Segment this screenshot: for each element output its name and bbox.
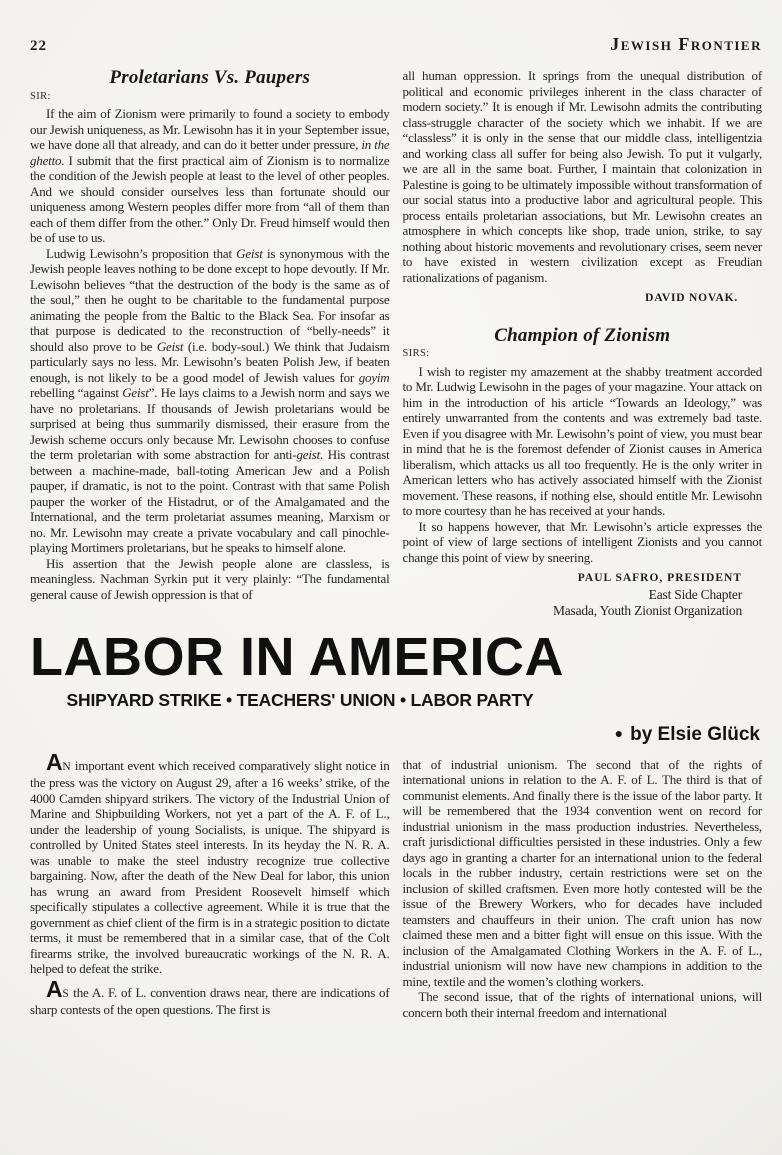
- signature-name-title: PAUL SAFRO, PRESIDENT: [577, 572, 742, 584]
- letter-paragraph: I wish to register my amazement at the shabby treatment accorded to Mr. Ludwig Lewisohn in the pages of your magazine. Your attack on him in the introduction of his article “Towards an Ideology,” was entirely unwarranted from the contents and was extremely bad taste. Even if you disagree with Mr. Lewisohn’s point of view, you must bear in mind that he is the foremost defender of Zionist causes in America liberalism, which attacks us all too frequently. He is the only writer in American letters who has actively associated himself with the Zionist movement. These reasons, if nothing else, should entitle Mr. Lewisohn to more courtesy than he has received at your hands.: [402, 363, 762, 518]
- letter-paragraph-continuation: all human oppression. It springs from the unequal distribution of political and economic privileges inherent in the class character of modern society.” It is enough if Mr. Lewisohn admits the contributing class-struggle character of the society which we inhabit. If we are “classless” it is only in the sense that our middle class, intelligentzia and working class all suffer for being also Jewish. To put it vulgarly, we are all in the same boat. Further, I maintain that colonization in Palestine is going to be ultimately impossible without transformation of our social status into a productive labor and agricultural people. This process entails proletarian associations, but Mr. Lewisohn creates an atmosphere in which concepts like shop, trade union, strike, to say nothing about historic movements and revolutionary crises, seem never to have existed in western civilization except as Freudian rationalizations of paganism.: [402, 68, 762, 285]
- article-title: LABOR IN AMERICA: [30, 626, 564, 687]
- running-head: [30, 34, 762, 55]
- letters-right-column: [403, 68, 763, 620]
- journal-title: Jewish Frontier: [610, 34, 762, 54]
- article-labor-in-america: [30, 626, 762, 1021]
- article-byline: [30, 724, 762, 746]
- letters-section: [30, 68, 762, 620]
- page-number: 22: [30, 38, 47, 54]
- byline-author: by Elsie Glück: [630, 723, 760, 745]
- drop-initial: A: [46, 748, 63, 775]
- lead-capital: S: [62, 987, 70, 1000]
- article-paragraph: [30, 748, 390, 977]
- letter-title-champion-of-zionism: Champion of Zionism: [494, 324, 671, 346]
- signature-david-novak: DAVID NOVAK.: [645, 292, 738, 304]
- signature-organization: Masada, Youth Zionist Organization: [552, 603, 742, 618]
- letter-paragraph: Ludwig Lewisohn’s proposition that Geist is synonymous with the Jewish people leaves nothing to be done except to hope devoutly. If Mr. Lewisohn believes “that the destruction of the body is the same as of the soul,” then he ought to be charitable to the fundamental purpose animating the people from the Baltic to the Black Sea. For insofar as that purpose is dedicated to the reconstruction of “belly-needs” it should also prove to be Geist (i.e. body-soul.) We think that Judaism particularly says no less. Mr. Lewisohn’s beaten Polish Jew, if beaten enough, is not likely to be a good model of Jewish values for goyim rebelling “against Geist”. He lays claims to a Jewish norm and says we have no proletarians. If thousands of Jewish proletarians would be surprised at being thus summarily dismissed, their erasure from the Jewish scheme occurs only because Mr. Lewisohn chooses to confuse the term proletarian with some abstraction for anti-geist. His contrast between a machine-made, ball-toting American Jew and a Polish pauper, if dramatic, is not to the point. Contrast with that same Polish pauper the worker of the Histadrut, or of the Amalgamated and the International, and the term proletariat assumes meaning, Marxism or no. Mr. Lewisohn may create a private vocabulary and call pinochle-playing Mortimers proletarians, but he speaks to himself alone.: [30, 245, 390, 555]
- letters-left-column: [30, 68, 390, 620]
- paragraph-text: the A. F. of L. convention draws near, there are indications of sharp contests of the open questions. The first is: [30, 984, 390, 1017]
- article-columns: [30, 748, 762, 1021]
- article-left-column: [30, 748, 390, 1021]
- article-paragraph: [30, 975, 390, 1018]
- salutation-sirs: SIRS:: [402, 348, 430, 359]
- letter-title-proletarians-vs-paupers: Proletarians Vs. Paupers: [109, 67, 311, 88]
- article-right-column: [403, 757, 763, 1021]
- article-paragraph: The second issue, that of the rights of international unions, will concern both their internal freedom and international: [402, 989, 762, 1020]
- salutation-sir: SIR:: [30, 90, 51, 102]
- bullet-icon: ●: [614, 724, 624, 741]
- letter-paragraph: His assertion that the Jewish people alone are classless, is meaningless. Nachman Syrkin put it very plainly: “The fundamental general cause of Jewish oppression is that of: [30, 555, 390, 602]
- paragraph-text: important event which received comparatively slight notice in the press was the victory on August 29, after a 16 weeks’ strike, of the 4000 Camden shipyard strikers. The victory of the Industrial Union of Marine and Shipbuilding Workers, not yet a part of the A. F. of L., under the leadership of young Socialists, is unique. The shipyard is controlled by United States steel interests. In its heyday the N. R. A. was unable to make the steel industry recognize true collective bargaining. Now, after the death of the New Deal for labor, this union has wrung an award from President Roosevelt himself which specifically stipulates a collective agreement. While it is true that the government as chief client of the firm is in a strategic position to dictate terms, it must be remembered that in a similar case, that of the Colt firearms strike, the involved bureaucratic workings of the N. R. A. helped to defeat the strike.: [30, 757, 390, 976]
- signature-chapter: East Side Chapter: [648, 586, 742, 602]
- article-paragraph: that of industrial unionism. The second that of the rights of international unions in relation to the A. F. of L. The third is that of communist elements. And finally there is the issue of the labor party. It will be remembered that the 1934 convention went on record for industrial unionism in the mass production industries. Nevertheless, craft jurisdictional difficulties persisted in these industries. Only a few days ago in granting a charter for an international union to the federal locals in the rubber industry, certain restrictions were set on the inclusion of skilled craftsmen. Even more hotly contested will be the issue of the Brewery Workers, who for decades have included teamsters and chauffeurs in their union. The craft union has now claimed these men and a bitter fight will ensue on this issue. With the inclusion of the Amalgamated Clothing Workers in the A. F. of L., industrial unionism will now have new champions in addition to the mine, textile and the women’s clothing workers.: [402, 756, 762, 989]
- lead-capital: N: [62, 760, 72, 773]
- signature-block-paul-safro: [403, 570, 763, 620]
- letter-paragraph: It so happens however, that Mr. Lewisohn’s article expresses the point of view of large sections of intelligent Zionists and you cannot change this point of view by sneering.: [402, 518, 762, 565]
- article-subtitle: SHIPYARD STRIKE • TEACHERS' UNION • LABOR PARTY: [66, 689, 534, 710]
- drop-initial: A: [46, 975, 63, 1002]
- letter-paragraph: If the aim of Zionism were primarily to found a society to embody our Jewish uniqueness, as Mr. Lewisohn has it in your September issue, we have done all that already, and can do it better under pressure, in the ghetto. I submit that the first practical aim of Zionism is to normalize the condition of the Jewish people at least to the level of other peoples. And we should consider ourselves less than fortunate should our uniqueness among Western peoples differ more from “all of them than each of them differ from the other.” Only Dr. Freud himself would then be of use to us.: [30, 106, 390, 245]
